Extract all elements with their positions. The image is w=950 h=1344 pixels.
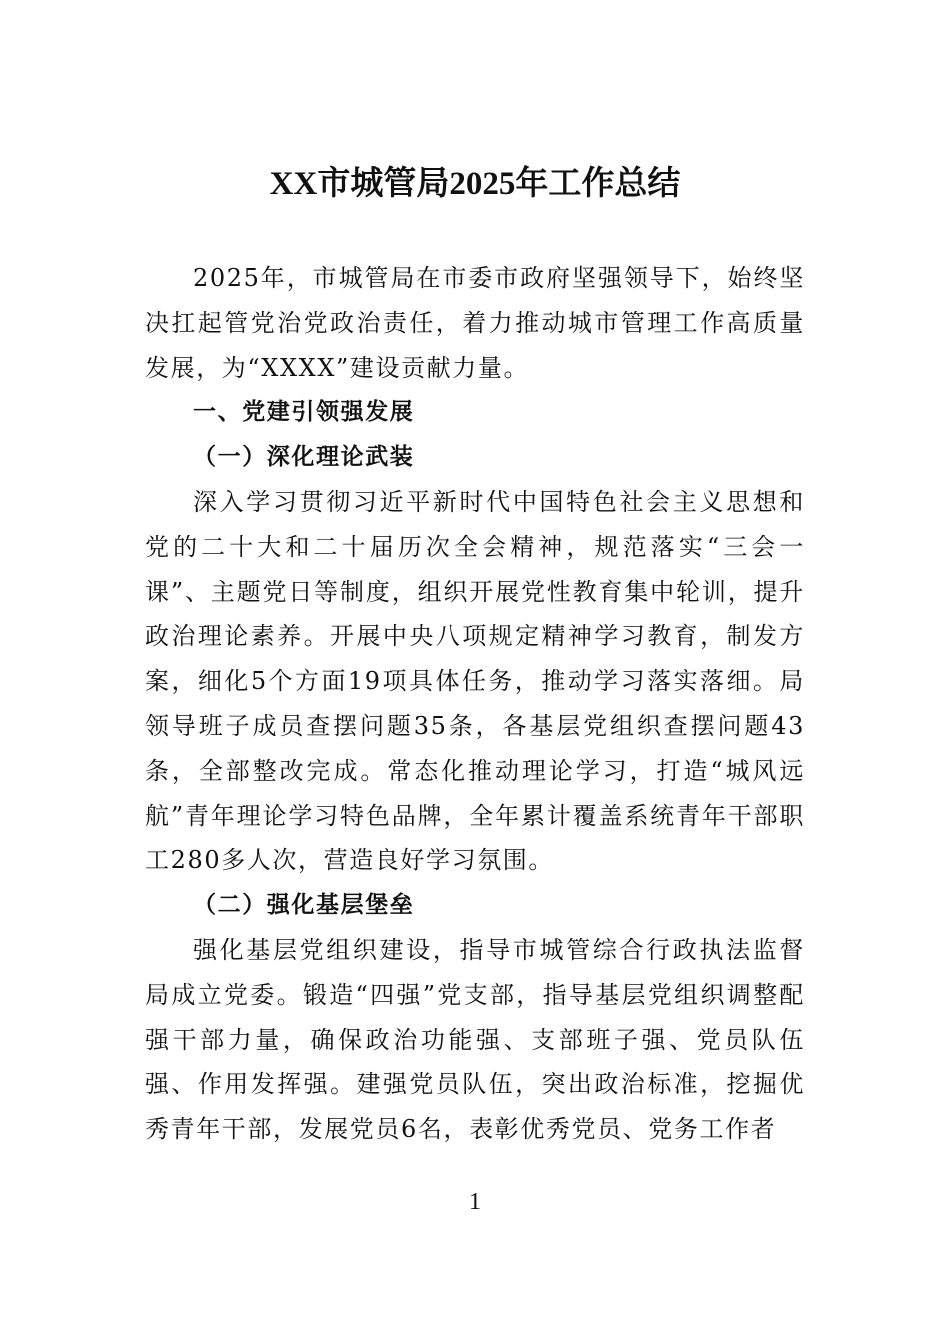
- subsection-heading: （一）深化理论武装: [193, 443, 415, 471]
- document-body: [145, 256, 805, 1152]
- page-number: 1: [469, 1189, 481, 1215]
- subsection-heading: （二）强化基层堡垒: [193, 891, 415, 919]
- intro-paragraph: 2025年，市城管局在市委市政府坚强领导下，始终坚决扛起管党治党政治责任，着力推动城市管理工作高质量发展，为“XXXX”建设贡献力量。: [145, 264, 805, 382]
- section-heading: 一、党建引领强发展: [193, 399, 415, 426]
- subsection-paragraph: 强化基层党组织建设，指导市城管综合行政执法监督局成立党委。锻造“四强”党支部，指导基层党组织调整配强干部力量，确保政治功能强、支部班子强、党员队伍强、作用发挥强。建强党员队伍，突出政治标准，挖掘优秀青年干部，发展党员6名，表彰优秀党员、党务工作者: [145, 935, 805, 1144]
- document-title: XX市城管局2025年工作总结: [269, 166, 681, 202]
- subsection-paragraph: 深入学习贯彻习近平新时代中国特色社会主义思想和党的二十大和二十届历次全会精神，规范落实“三会一课”、主题党日等制度，组织开展党性教育集中轮训，提升政治理论素养。开展中央八项规定精神学习教育，制发方案，细化5个方面19项具体任务，推动学习落实落细。局领导班子成员查摆问题35条，各基层党组织查摆问题43条，全部整改完成。常态化推动理论学习，打造“城风远航”青年理论学习特色品牌，全年累计覆盖系统青年干部职工280多人次，营造良好学习氛围。: [145, 487, 805, 875]
